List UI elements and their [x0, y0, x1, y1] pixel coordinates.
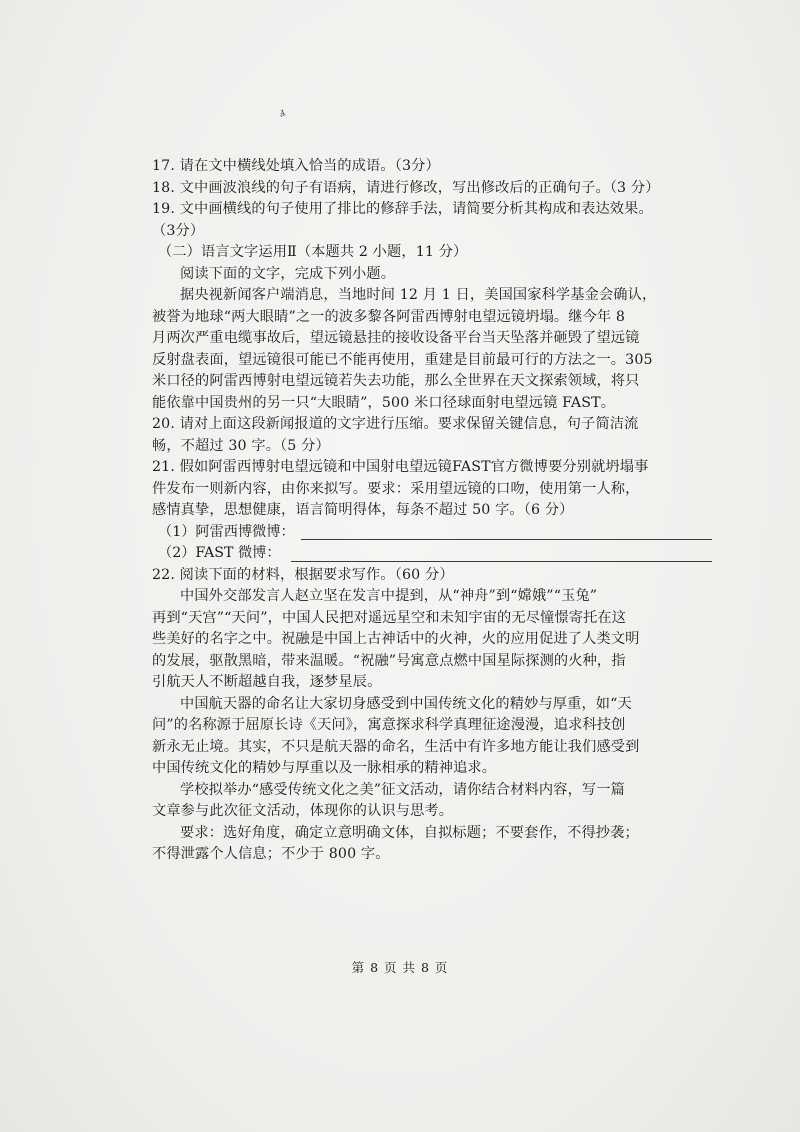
task-para-line: 学校拟举办“感受传统文化之美”征文活动，请你结合材料内容，写一篇: [180, 781, 625, 798]
material-para-2-line: 新永无止境。其实，不只是航天器的命名，生活中有许多地方能让我们感受到: [152, 738, 640, 755]
news-passage-line: 能依靠中国贵州的另一只“大眼睛”，500 米口径球面射电望远镜 FAST。: [152, 394, 616, 411]
stray-pen-mark: ⅎ: [276, 105, 288, 120]
question-19: [152, 199, 712, 242]
news-passage: [152, 285, 712, 414]
material-para-1-line: 些美好的名字之中。祝融是中国上古神话中的火神，火的应用促进了人类文明: [152, 631, 640, 647]
question-22: [152, 565, 712, 866]
news-passage-line: 月两次严重电缆事故后，望远镜悬挂的接收设备平台当天坠落并砸毁了望远镜: [152, 330, 640, 346]
question-21-line: 21. 假如阿雷西博射电望远镜和中国射电望远镜FAST官方微博要分别就坍塌事: [152, 459, 649, 475]
section-2-heading: （二）语言文字运用Ⅱ（本题共 2 小题，11 分）: [158, 244, 468, 260]
news-passage-line: 反射盘表面，望远镜很可能已不能再使用，重建是目前最可行的方法之一。305: [152, 351, 653, 368]
answer-blank-arecibo[interactable]: [301, 524, 712, 540]
news-passage-line: 被誉为地球“两大眼睛”之一的波多黎各阿雷西博射电望远镜坍塌。继今年 8: [152, 308, 626, 325]
answer-label-fast: （2）FAST 微博：: [158, 545, 281, 561]
material-para-2-line: 中国航天器的命名让大家切身感受到中国传统文化的精妙与厚重，如“天: [180, 695, 632, 712]
page-content: [152, 156, 712, 866]
material-para-1-line: 的发展，驱散黑暗，带来温暖。“祝融”号寓意点燃中国星际探测的火种，指: [152, 652, 626, 669]
news-passage-line: 米口径的阿雷西博射电望远镜若失去功能，那么全世界在天文探索领域，将只: [152, 373, 640, 389]
material-para-1-line: 再到“天宫”“天问”，中国人民把对遥远星空和未知宇宙的无尽憧憬寄托在这: [152, 609, 627, 626]
answer-row-fast: [152, 543, 712, 565]
material-para-1-line: 引航天人不断超越自我，逐梦星辰。: [152, 674, 382, 690]
question-21: [152, 457, 712, 522]
question-19-line-1: 19. 文中画横线的句子使用了排比的修辞手法，请简要分析其构成和表达效果。: [152, 201, 653, 217]
material-para-2-line: 中国传统文化的精妙与厚重以及一脉相承的精神追求。: [152, 760, 497, 776]
question-19-line-2: （3分）: [152, 222, 205, 239]
answer-row-arecibo: [152, 522, 712, 544]
question-18: 18. 文中画波浪线的句子有语病，请进行修改，写出修改后的正确句子。（3 分）: [152, 179, 660, 196]
section-2-instruction: 阅读下面的文字，完成下列小题。: [180, 265, 396, 282]
question-20-line: 20. 请对上面这段新闻报道的文字进行压缩。要求保留关键信息，句子简洁流: [152, 416, 639, 432]
question-20-line: 畅，不超过 30 字。（5 分）: [152, 437, 330, 454]
requirements-line: 要求：选好角度，确定立意明确文体，自拟标题；不要套作，不得抄袭；: [180, 824, 639, 841]
answer-blank-fast[interactable]: [291, 546, 712, 562]
question-21-line: 件发布一则新内容，由你来拟写。要求：采用望远镜的口吻，使用第一人称，: [152, 480, 640, 497]
material-para-2-line: 问”的名称源于屈原长诗《天问》，寓意探求科学真理征途漫漫，追求科技创: [152, 717, 626, 733]
material-para-1-line: 中国外交部发言人赵立坚在发言中提到，从“神舟”到“嫦娥”“玉兔”: [180, 588, 598, 604]
requirements-line: 不得泄露个人信息；不少于 800 字。: [152, 846, 390, 862]
task-para-line: 文章参与此次征文活动，体现你的认识与思考。: [152, 803, 454, 819]
answer-label-arecibo: （1）阿雷西博微博：: [158, 523, 295, 540]
page-number-footer: 第 8 页 共 8 页: [351, 960, 449, 975]
question-20: [152, 414, 712, 457]
question-21-line: 感情真挚，思想健康，语言简明得体，每条不超过 50 字。（6 分）: [152, 502, 574, 518]
news-passage-line: 据央视新闻客户端消息，当地时间 12 月 1 日，美国国家科学基金会确认，: [180, 287, 657, 303]
question-17: 17. 请在文中横线处填入恰当的成语。（3分）: [152, 158, 440, 174]
question-22-prompt: 22. 阅读下面的材料，根据要求写作。（60 分）: [152, 566, 454, 583]
